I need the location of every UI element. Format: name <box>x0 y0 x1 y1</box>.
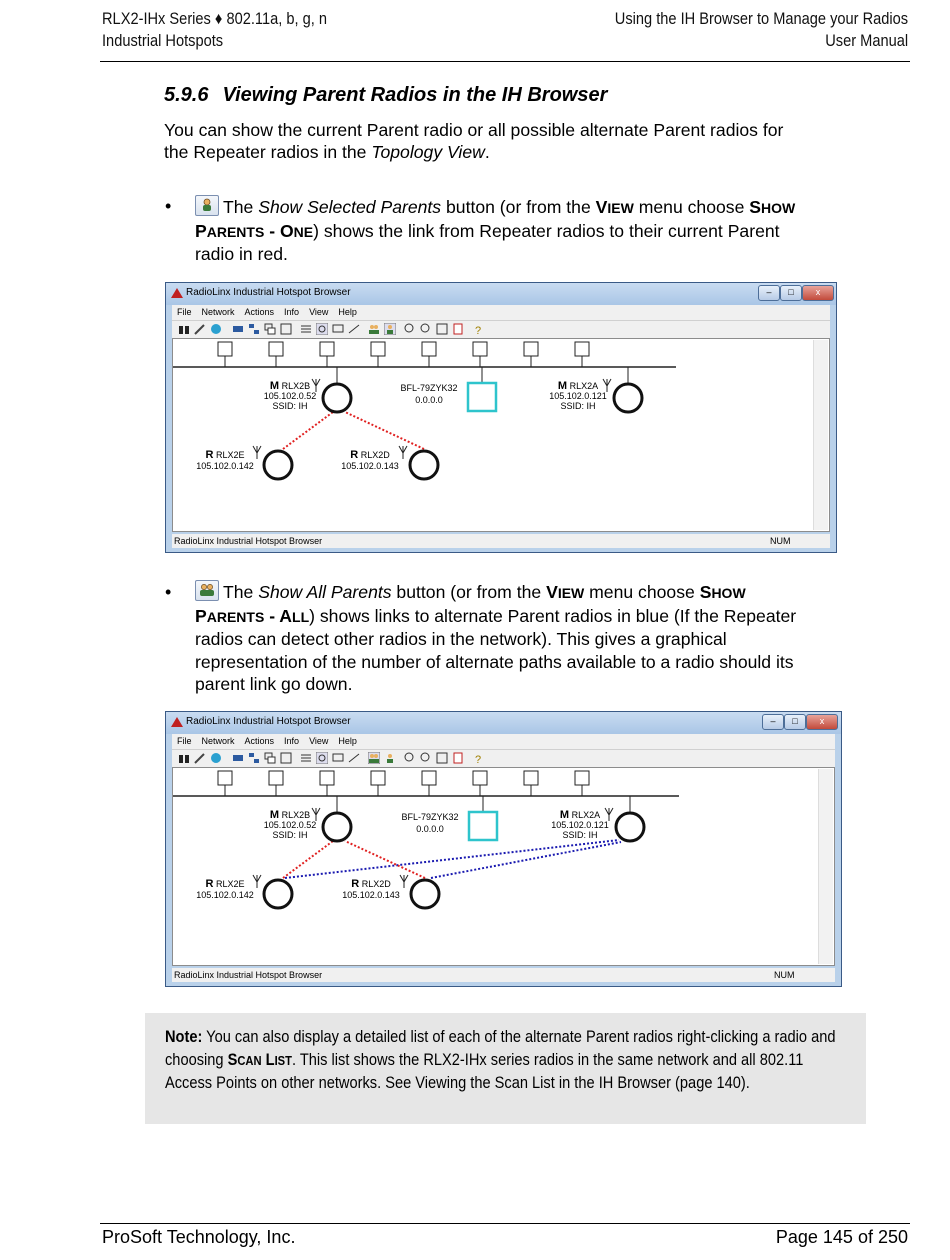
menu-view[interactable]: View <box>309 736 329 746</box>
port-box[interactable] <box>269 771 283 785</box>
parents-rest: ARENTS <box>206 223 265 240</box>
rlx2d-name: RLX2D <box>360 450 390 460</box>
zoom-fit-icon[interactable] <box>436 752 448 764</box>
list-view-icon[interactable] <box>300 752 312 764</box>
parents-p: P <box>195 220 207 241</box>
note-text-2: . This list shows the RLX2-IHx series radios in the same network and all 802.11 Access Points on other networks. See Viewing the Scan List in the IH Browser (page 140). <box>165 1049 804 1092</box>
rlx2e-label <box>193 879 257 901</box>
rlx2b-name: RLX2B <box>281 381 311 391</box>
info-icon[interactable] <box>210 323 222 335</box>
show-s: S <box>749 197 761 217</box>
rlx2b-role: M <box>269 809 280 821</box>
alternate-link-rlx2e <box>285 840 619 878</box>
bullet-2-tail: ) shows links to alternate Parent radios in blue (If the Repeater <box>309 605 797 626</box>
menu-view[interactable]: View <box>309 307 329 317</box>
show-selected-parents-icon[interactable] <box>384 752 396 764</box>
port-box[interactable] <box>320 771 334 785</box>
rlx2b-label <box>259 810 321 840</box>
intro-text: the Repeater radios in the <box>164 142 372 162</box>
port-box[interactable] <box>218 342 232 356</box>
find-binoculars-icon[interactable] <box>178 323 190 335</box>
rlx2e-ip: 105.102.0.142 <box>196 890 254 900</box>
parent-link-rlx2d <box>345 841 425 878</box>
list-view-icon[interactable] <box>300 323 312 335</box>
intro-period: . <box>484 142 490 162</box>
close-button[interactable]: x <box>806 714 838 730</box>
port-box[interactable] <box>422 771 436 785</box>
bullet-1-tail: ) shows the link from Repeater radios to their current Parent <box>313 220 780 241</box>
document-icon[interactable] <box>452 752 464 764</box>
device-bfl-node[interactable] <box>469 812 497 840</box>
radio-rlx2d-node[interactable] <box>411 880 439 908</box>
radio-rlx2b-node[interactable] <box>323 384 351 412</box>
topology-canvas[interactable] <box>172 767 835 966</box>
view-menu-rest: IEW <box>607 200 634 216</box>
show-selected-parents-icon <box>195 195 219 216</box>
show-selected-parents-icon[interactable] <box>384 323 396 335</box>
port-box[interactable] <box>473 771 487 785</box>
topology-view-term: Topology View <box>371 142 485 162</box>
browser-window-show-all <box>165 711 842 987</box>
menu-network[interactable]: Network <box>201 307 235 317</box>
toolbar <box>172 749 835 768</box>
note-text <box>165 1026 853 1095</box>
menu-actions[interactable]: Actions <box>244 307 275 317</box>
bullet-1-line-3: radio in red. <box>195 244 288 264</box>
zoom-out-icon[interactable] <box>404 752 416 764</box>
signal-icon[interactable] <box>348 323 360 335</box>
parents-rest: ARENTS <box>206 608 265 625</box>
menu-file[interactable]: File <box>177 307 192 317</box>
menu-help[interactable]: Help <box>338 307 357 317</box>
rlx2a-name: RLX2A <box>571 810 601 820</box>
rlx2d-role: R <box>351 878 360 890</box>
one-rest: NE <box>293 223 314 240</box>
show-all-parents-icon <box>195 580 219 601</box>
zoom-out-icon[interactable] <box>404 323 416 335</box>
bullet-1-mid2: menu choose <box>633 197 750 217</box>
menu-actions[interactable]: Actions <box>244 736 275 746</box>
radiolinx-logo-icon <box>171 288 183 298</box>
window-title: RadioLinx Industrial Hotspot Browser <box>186 716 351 727</box>
monitor-icon[interactable] <box>332 752 344 764</box>
port-box[interactable] <box>218 771 232 785</box>
show-all-parents-icon[interactable] <box>368 752 380 764</box>
port-box[interactable] <box>575 342 589 356</box>
parents-p: P <box>195 605 207 626</box>
rlx2b-ip: 105.102.0.52 <box>263 391 317 401</box>
rlx2b-ip: 105.102.0.52 <box>263 820 317 830</box>
wand-icon[interactable] <box>194 323 206 335</box>
rlx2b-name: RLX2B <box>281 810 311 820</box>
show-selected-parents-term: Show Selected Parents <box>258 197 442 217</box>
status-bar <box>172 968 835 982</box>
header-manual: User Manual <box>825 31 908 50</box>
port-box[interactable] <box>371 771 385 785</box>
all-a: A <box>279 605 293 626</box>
dash: - <box>264 605 280 626</box>
rlx2b-role: M <box>269 380 280 392</box>
device-ip: 0.0.0.0 <box>415 395 443 405</box>
radiolinx-logo-icon <box>171 717 183 727</box>
intro-line-2 <box>164 141 783 163</box>
rlx2a-role: M <box>559 809 570 821</box>
note-box <box>145 1013 866 1124</box>
device-ip: 0.0.0.0 <box>416 824 444 834</box>
device-bfl-node[interactable] <box>468 383 496 411</box>
radio-rlx2e-node[interactable] <box>264 451 292 479</box>
network-tree-icon[interactable] <box>248 323 260 335</box>
svg-text:?: ? <box>475 325 482 335</box>
topology-canvas[interactable] <box>172 338 830 532</box>
zoom-in-icon[interactable] <box>420 752 432 764</box>
all-rest: LL <box>292 608 310 625</box>
menu-help[interactable]: Help <box>338 736 357 746</box>
port-box[interactable] <box>371 342 385 356</box>
rlx2e-label <box>193 450 257 472</box>
rlx2d-ip: 105.102.0.143 <box>342 890 400 900</box>
footer-page-number: Page 145 of 250 <box>775 1227 908 1247</box>
show-rest: HOW <box>711 585 746 601</box>
header-product-type: Industrial Hotspots <box>102 31 224 50</box>
rlx2d-name: RLX2D <box>361 879 391 889</box>
network-left-icon[interactable] <box>232 323 244 335</box>
status-text: RadioLinx Industrial Hotspot Browser <box>174 970 323 980</box>
rlx2a-ip: 105.102.0.121 <box>551 820 609 830</box>
list-l: L <box>261 1049 275 1069</box>
bullet-2-line-4: representation of the number of alternate paths available to a radio should its <box>195 651 794 672</box>
network-left-icon[interactable] <box>232 752 244 764</box>
scan-s: S <box>227 1049 238 1069</box>
minimize-button[interactable]: – <box>758 285 780 301</box>
view-menu-v: V <box>546 582 558 602</box>
header-rule <box>100 61 910 62</box>
minimize-button[interactable]: – <box>762 714 784 730</box>
bullet-2-symbol: • <box>165 582 172 602</box>
intro-paragraph <box>164 119 783 163</box>
show-rest: HOW <box>761 200 796 216</box>
bullet-1-symbol: • <box>165 196 172 216</box>
rlx2e-name: RLX2E <box>215 879 245 889</box>
rlx2d-ip: 105.102.0.143 <box>341 461 399 471</box>
footer-rule <box>100 1223 910 1224</box>
bullet-1-text <box>195 195 795 266</box>
bullet-2-the: The <box>223 582 259 602</box>
rlx2e-name: RLX2E <box>215 450 245 460</box>
menu-bar <box>172 305 830 320</box>
device-label <box>395 382 463 406</box>
parent-link-rlx2e <box>283 412 333 449</box>
view-menu-v: V <box>595 197 608 217</box>
rlx2a-label <box>545 381 611 411</box>
header-product-line: RLX2-IHx Series ♦ 802.11a, b, g, n <box>102 9 327 28</box>
title-bar <box>166 712 841 734</box>
zoom-in-icon[interactable] <box>420 323 432 335</box>
monitor-icon[interactable] <box>332 323 344 335</box>
list-ist: IST <box>274 1052 292 1068</box>
status-text: RadioLinx Industrial Hotspot Browser <box>174 536 323 546</box>
rlx2a-ssid: SSID: IH <box>562 830 598 840</box>
port-box[interactable] <box>269 342 283 356</box>
maximize-button[interactable]: □ <box>780 285 802 301</box>
port-box[interactable] <box>524 771 538 785</box>
show-s: S <box>699 582 712 602</box>
window-title: RadioLinx Industrial Hotspot Browser <box>186 287 351 298</box>
section-heading <box>164 84 607 107</box>
bullet-2-line-3: radios can detect other radios in the network). This gives a graphical <box>195 629 727 649</box>
status-num: NUM <box>770 536 791 546</box>
port-box[interactable] <box>575 771 589 785</box>
bullet-2-mid1: button (or from the <box>391 582 547 602</box>
network-tree-icon[interactable] <box>248 752 260 764</box>
topology-diagram <box>173 339 823 531</box>
find-binoculars-icon[interactable] <box>178 752 190 764</box>
rlx2a-name: RLX2A <box>569 381 599 391</box>
device-label <box>396 811 464 835</box>
rlx2a-label <box>547 810 613 840</box>
status-bar <box>172 534 830 548</box>
menu-file[interactable]: File <box>177 736 192 746</box>
intro-line-1: You can show the current Parent radio or all possible alternate Parent radios for <box>164 120 784 140</box>
rlx2b-ssid: SSID: IH <box>272 830 308 840</box>
scan-can: CAN <box>237 1052 262 1068</box>
port-box[interactable] <box>524 342 538 356</box>
windows-icon[interactable] <box>264 323 276 335</box>
bullet-2-line-1 <box>195 580 796 605</box>
device-name: BFL-79ZYK32 <box>400 383 458 393</box>
section-number: 5.9.6 <box>164 84 209 106</box>
toolbar <box>172 320 830 339</box>
header-chapter: Using the IH Browser to Manage your Radios <box>614 9 908 28</box>
maximize-button[interactable]: □ <box>784 714 806 730</box>
radio-rlx2d-node[interactable] <box>410 451 438 479</box>
vertical-scrollbar[interactable] <box>818 769 833 964</box>
svg-text:?: ? <box>475 754 482 764</box>
menu-bar <box>172 734 835 749</box>
windows-icon[interactable] <box>264 752 276 764</box>
rlx2e-ip: 105.102.0.142 <box>196 461 254 471</box>
info-icon[interactable] <box>210 752 222 764</box>
help-icon[interactable] <box>472 752 484 764</box>
note-label: Note: <box>165 1027 203 1046</box>
bullet-1-line-2 <box>195 220 795 244</box>
parent-link-rlx2d <box>345 412 424 449</box>
header-right <box>615 8 908 52</box>
bullet-2-line-2 <box>195 605 796 629</box>
rlx2d-label <box>339 879 403 901</box>
section-title: Viewing Parent Radios in the IH Browser <box>222 84 608 106</box>
topology-diagram <box>173 768 828 965</box>
bullet-2-text <box>195 580 796 696</box>
footer-company: ProSoft Technology, Inc. <box>102 1227 296 1247</box>
document-icon[interactable] <box>452 323 464 335</box>
device-name: BFL-79ZYK32 <box>401 812 459 822</box>
show-all-parents-term: Show All Parents <box>258 582 392 602</box>
title-bar <box>166 283 836 305</box>
port-box[interactable] <box>422 342 436 356</box>
show-all-parents-icon[interactable] <box>368 323 380 335</box>
bullet-2-line-5: parent link go down. <box>195 674 353 694</box>
rlx2e-role: R <box>205 449 214 461</box>
bullet-2-mid2: menu choose <box>584 582 700 602</box>
menu-info[interactable]: Info <box>284 307 300 317</box>
menu-network[interactable]: Network <box>201 736 235 746</box>
topology-view-icon[interactable] <box>316 752 328 764</box>
rlx2a-ssid: SSID: IH <box>560 401 596 411</box>
alternate-link-rlx2d <box>431 842 621 878</box>
topology-view-icon[interactable] <box>316 323 328 335</box>
help-icon[interactable] <box>472 323 484 335</box>
status-num: NUM <box>774 970 795 980</box>
rlx2a-ip: 105.102.0.121 <box>549 391 607 401</box>
port-box[interactable] <box>473 342 487 356</box>
port-box[interactable] <box>320 342 334 356</box>
close-button[interactable]: x <box>802 285 834 301</box>
bullet-1-the: The <box>223 197 259 217</box>
note-text-1: You can also display a detailed list of each of the alternate Parent radios right-clicking a radio and choosing <box>165 1027 836 1069</box>
one-o: O <box>279 220 294 241</box>
wand-icon[interactable] <box>194 752 206 764</box>
rlx2e-role: R <box>205 878 214 890</box>
rlx2b-label <box>259 381 321 411</box>
browser-window-show-selected <box>165 282 837 553</box>
rlx2d-label <box>338 450 402 472</box>
vertical-scrollbar[interactable] <box>813 340 828 530</box>
radio-rlx2a-node[interactable] <box>616 813 644 841</box>
zoom-fit-icon[interactable] <box>436 323 448 335</box>
save-icon[interactable] <box>280 752 292 764</box>
save-icon[interactable] <box>280 323 292 335</box>
bullet-1-mid1: button (or from the <box>441 197 596 217</box>
radio-rlx2b-node[interactable] <box>323 813 351 841</box>
dash: - <box>264 220 280 241</box>
header-left <box>102 8 327 52</box>
radio-rlx2a-node[interactable] <box>614 384 642 412</box>
radio-rlx2e-node[interactable] <box>264 880 292 908</box>
bullet-1-line-1 <box>195 195 795 220</box>
rlx2b-ssid: SSID: IH <box>272 401 308 411</box>
menu-info[interactable]: Info <box>284 736 300 746</box>
signal-icon[interactable] <box>348 752 360 764</box>
view-menu-rest: IEW <box>557 585 585 601</box>
rlx2d-role: R <box>350 449 359 461</box>
rlx2a-role: M <box>557 380 568 392</box>
